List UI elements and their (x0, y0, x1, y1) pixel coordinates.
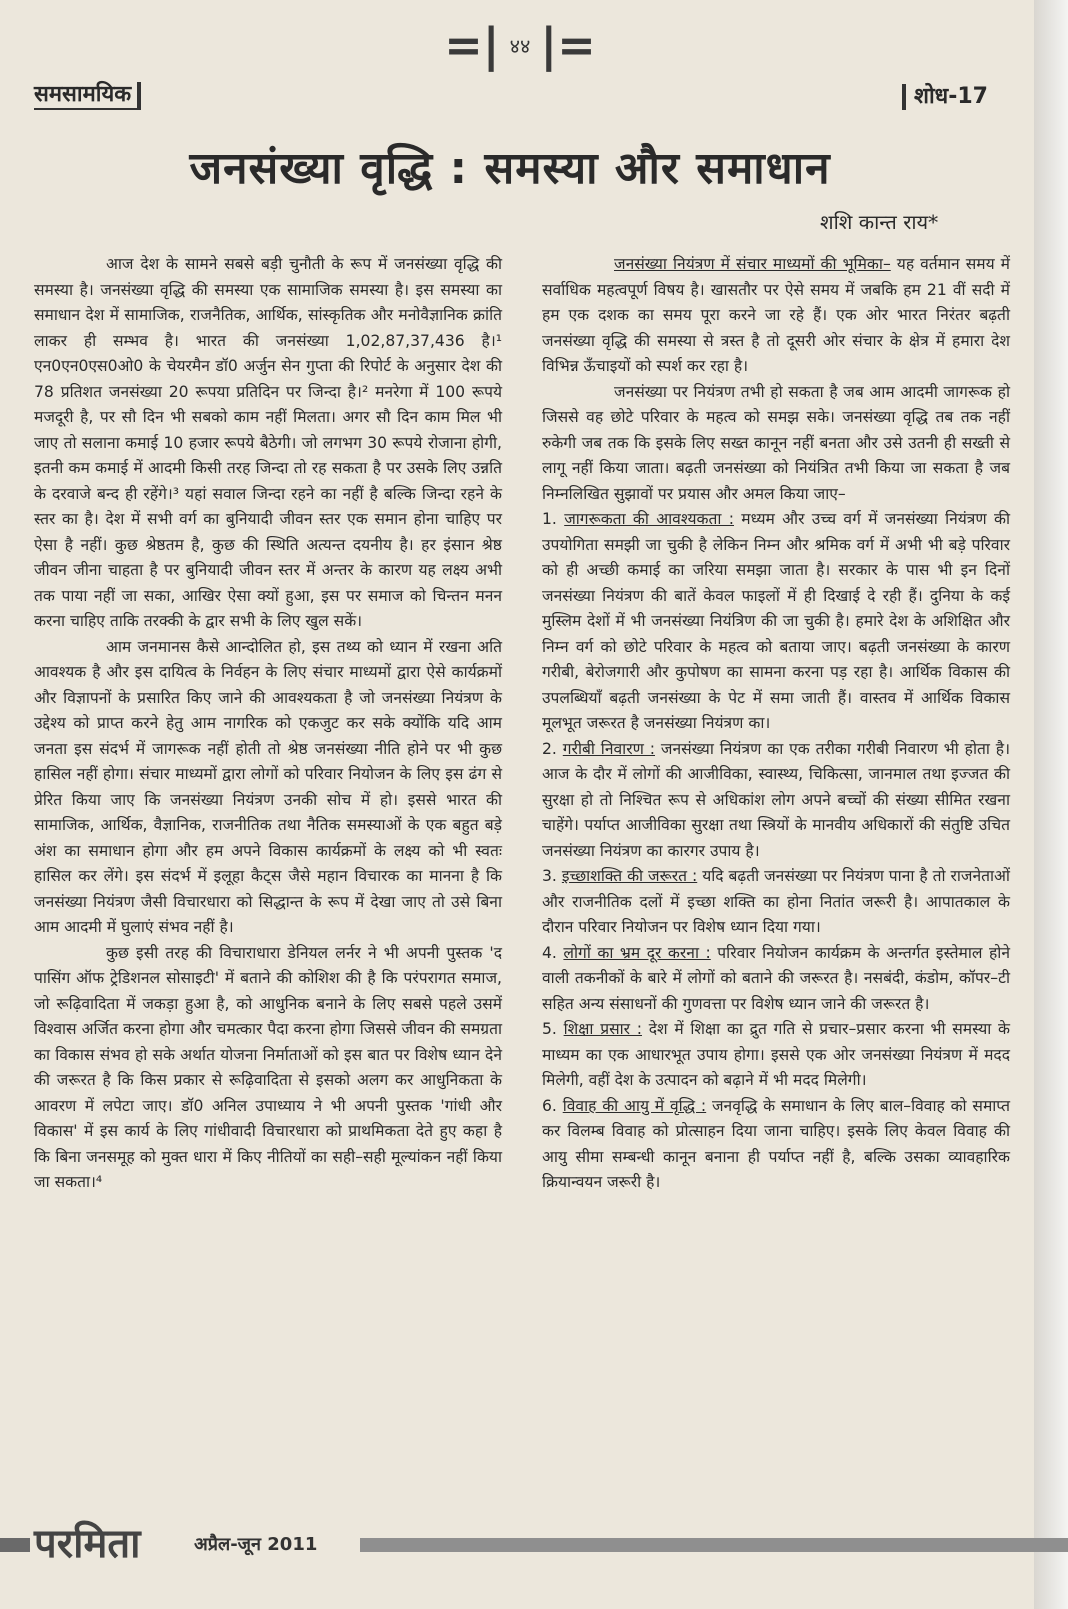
point-number: 6. (542, 1096, 557, 1115)
point-heading: गरीबी निवारण : (562, 739, 655, 758)
point-heading: जागरूकता की आवश्यकता : (564, 510, 734, 528)
article-author: शशि कान्त राय* (820, 210, 939, 234)
series-label: शोध-17 (902, 84, 988, 110)
paragraph: कुछ इसी तरह की विचाराधारा डेनियल लर्नर ने भी अपनी पुस्तक 'द पासिंग ऑफ ट्रेडिशनल सोसाइटी' में बताने की कोशिश की है कि परंपरागत समाज, जो रूढ़िवादिता में जकड़ा हुआ है, को आधुनिक बनाने के लिए सबसे पहले उसमें विश्वास अर्जित करना होगा और चमत्कार पैदा करना होगा जिससे जीवन की समग्रता का विकास संभव हो सके अर्थात योजना निर्माताओं को इस बात पर विशेष ध्यान देने की जरूरत है कि किस प्रकार से रूढ़िवादिता से इसको अलग कर आधुनिकता के आवरण में लपेटा जाए। डॉ0 अनिल उपाध्याय ने भी अपनी पुस्तक 'गांधी और विकास' में इस कार्य के लिए गांधीवादी विचारधारा को प्राथमिकता देते हुए कहा है कि बिना जनसमूह को मुक्त धारा में किए नीतियों का सही–सही मूल्यांकन नहीं किया जा सकता।⁴ (34, 943, 502, 1191)
intro-heading: जनसंख्या नियंत्रण में संचार माध्यमों की भूमिका– (614, 255, 891, 273)
point-text: देश में शिक्षा का द्रुत गति से प्रचार–प्रसार करना भी समस्या के माध्यम का एक आधारभूत उपाय होगा। इससे एक ओर जनसंख्या नियंत्रण में मदद मिलेगी, वहीं देश के उत्पादन को बढ़ाने में भी मदद मिलेगी। (542, 1020, 1010, 1089)
right-column (542, 252, 1010, 1196)
ornament-right: |= (540, 18, 596, 72)
point-text: यदि बढ़ती जनसंख्या पर नियंत्रण पाना है तो राजनेताओं और राजनीतिक दलों में इच्छा शक्ति का होना नितांत जरूरी है। आपातकाल के दौरान परिवार नियोजन पर विशेष ध्यान दिया गया। (542, 867, 1010, 936)
point-item (542, 864, 1010, 941)
point-text: मध्यम और उच्च वर्ग में जनसंख्या नियंत्रण की उपयोगिता समझी जा चुकी है लेकिन निम्न और श्रमिक वर्ग में अभी भी बड़े परिवार को ही अच्छी कमाई का जरिया समझा जाता है। सरकार के पास भी इन दिनों जनसंख्या नियंत्रण की बातें केवल फाइलों में ही दिखाई दे रही हैं। दुनिया के कई मुस्लिम देशों में भी जनसंख्या नियंत्रिण की जा चुकी है। हमारे देश के अशिक्षित और निम्न वर्ग को छोटे परिवार के महत्व को बताया जाए। बढ़ती जनसंख्या के कारण गरीबी, बेरोजगारी और कुपोषण का सामना करना पड़ रहा है। आर्थिक विकास की उपलब्धियाँ बढ़ती जनसंख्या के पेट में समा जाती हैं। वास्तव में आर्थिक विकास मूलभूत जरूरत है जनसंख्या नियंत्रण का। (542, 510, 1011, 732)
page-number-ornament (440, 18, 600, 72)
point-heading: विवाह की आयु में वृद्धि : (562, 1096, 707, 1115)
point-number: 5. (542, 1020, 557, 1038)
paragraph: आम जनमानस कैसे आन्दोलित हो, इस तथ्य को ध्यान में रखना अति आवश्यक है और इस दायित्व के निर्वहन के लिए संचार माध्यमों द्वारा ऐसे कार्यक्रमों और विज्ञापनों के प्रसारित किए जाने की आवश्यकता है जो जनसंख्या नियंत्रण के उद्देश्य को प्राप्त करने हेतु आम नागरिक को एकजुट कर सके क्योंकि यदि आम जनता इस संदर्भ में जागरूक नहीं होती तो श्रेष्ठ जनसंख्या नीति होने पर भी कुछ हासिल नहीं होगा। संचार माध्यमों द्वारा लोगों को परिवार नियोजन के लिए इस ढंग से प्रेरित किया जाए कि जनसंख्या नियंत्रण उनकी सोच में हो। इससे भारत की सामाजिक, आर्थिक, वैज्ञानिक, राजनीतिक तथा नैतिक समस्याओं के एक बहुत बड़े अंश का समाधान होगा और हम अपने विकास कार्यक्रमों के लक्ष्य को भी स्वतः हासिल कर लेंगे। इस संदर्भ में इलूहा कैट्स जैसे महान विचारक का मानना है कि जनसंख्या नियंत्रण जैसी विचारधारा को सिद्धान्त के रूप में देखा जाए तो उसे बिना आम आदमी में घुलाएं संभव नहीं है। (34, 637, 503, 936)
article-title: जनसंख्या वृद्धि : समस्या और समाधान (189, 143, 831, 194)
point-item (542, 1017, 1010, 1094)
footer-rule (0, 1538, 1068, 1552)
paragraph: आज देश के सामने सबसे बड़ी चुनौती के रूप में जनसंख्या वृद्धि की समस्या है। जनसंख्या वृद्धि की समस्या एक सामाजिक समस्या है। इस समस्या का समाधान देश में सामाजिक, राजनैतिक, आर्थिक, सांस्कृतिक और मनोवैज्ञानिक क्रांति लाकर ही सम्भव है। भारत की जनसंख्या 1,02,87,37,436 है।¹ एन0एन0एस0ओ0 के चेयरमैन डॉ0 अर्जुन सेन गुप्ता की रिपोर्ट के अनुसार देश की 78 प्रतिशत जनसंख्या 20 रूपया प्रतिदिन पर जिन्दा है।² मनरेगा में 100 रूपये मजदूरी है, पर सौ दिन भी सबको काम नहीं मिलता। अगर सौ दिन काम मिल भी जाए तो सलाना कमाई 10 हजार रूपये बैठेगी। जो लगभग 30 रूपये रोजाना होगी, इतनी कम कमाई में आदमी किसी तरह जिन्दा तो रह सकता है पर उसके लिए उन्नति के दरवाजे बन्द ही रहेंगे।³ यहां सवाल जिन्दा रहने का नहीं है बल्कि जिन्दा रहने के स्तर का है। देश में सभी वर्ग का बुनियादी जीवन स्तर एक समान होना चाहिए पर ऐसा है नहीं। कुछ श्रेष्ठतम है, कुछ की स्थिति अत्यन्त दयनीय है। हर इंसान श्रेष्ठ जीवन जीना चाहता है पर बुनियादी जीवन स्तर में अन्तर के कारण यह लक्ष्य अभी तक पाया नहीं जा सका, आखिर ऐसा क्यों हुआ, इस पर समाज को चिन्तन मनन करना चाहिए ताकि तरक्की के द्वार सभी के लिए खुल सकें। (34, 255, 502, 630)
section-label: समसामयिक (34, 82, 141, 110)
point-text: जनवृद्धि के समाधान के लिए बाल–विवाह को समाप्त कर विलम्ब विवाह को प्रोत्साहन दिया जाना चाहिए। इसके लिए केवल विवाह की आयु सीमा सम्बन्धी कानून बनाना ही पर्याप्त नहीं है, बल्कि उसका व्यावहारिक क्रियान्वयन जरूरी है। (542, 1096, 1010, 1191)
point-item (542, 737, 1010, 865)
footer-rule-left (0, 1538, 30, 1552)
point-item (542, 1094, 1010, 1196)
point-heading: इच्छाशक्ति की जरूरत : (561, 867, 698, 885)
point-heading: लोगों का भ्रम दूर करना : (563, 943, 711, 962)
point-number: 1. (542, 510, 557, 528)
point-text: परिवार नियोजन कार्यक्रम के अन्तर्गत इस्तेमाल होने वाली तकनीकों के बारे में लोगों को बताने की जरूरत है। नसबंदी, कंडोम, कॉपर–टी सहित अन्य संसाधनों की गुणवत्ता पर विशेष ध्यान जाने की जरूरत है। (542, 943, 1010, 1013)
intro-paragraph (542, 252, 1010, 380)
ornament-left: =| (444, 18, 500, 72)
magazine-logo: परमिता (34, 1521, 141, 1567)
page-edge (1034, 0, 1068, 1609)
point-number: 4. (542, 943, 557, 962)
point-number: 3. (542, 867, 557, 885)
page-number: ४४ (509, 33, 531, 58)
footer-rule-right (360, 1538, 1068, 1552)
intro-text: यह वर्तमान समय में सर्वाधिक महत्वपूर्ण विषय है। खासतौर पर ऐसे समय में जबकि हम 21 वीं सदी में हम एक दशक का समय पूरा करने जा रहे हैं। एक ओर भारत निरंतर बढ़ती जनसंख्या वृद्धि की समस्या से त्रस्त है तो दूसरी ओर संचार के क्षेत्र में हमारा देश विभिन्न ऊँचाइयों को स्पर्श कर रहा है। (542, 255, 1011, 375)
issue-date: अप्रैल-जून 2011 (194, 1534, 318, 1555)
point-text: जनसंख्या नियंत्रण का एक तरीका गरीबी निवारण भी होता है। आज के दौर में लोगों की आजीविका, स्वास्थ्य, चिकित्सा, जानमाल तथा इज्जत की सुरक्षा हो तो निश्चित रूप से अधिकांश लोग अपने बच्चों की संख्या सीमित रखना चाहेंगे। पर्याप्त आजीविका सुरक्षा तथा स्त्रियों के मानवीय अधिकारों की संतुष्टि उचित जनसंख्या नियंत्रण का कारगर उपाय है। (542, 739, 1010, 860)
point-number: 2. (542, 739, 557, 758)
point-item (542, 941, 1010, 1018)
point-heading: शिक्षा प्रसार : (563, 1020, 642, 1038)
point-item (542, 507, 1010, 737)
left-column (34, 252, 502, 1196)
paragraph: जनसंख्या पर नियंत्रण तभी हो सकता है जब आम आदमी जागरूक हो जिससे वह छोटे परिवार के महत्व को समझ सके। जनसंख्या वृद्धि तब तक नहीं रुकेगी जब तक कि इसके लिए सख्त कानून नहीं बनता और उसे उतनी ही सख्ती से लागू नहीं किया जाता। बढ़ती जनसंख्या को नियंत्रित तभी किया जा सकता है जब निम्नलिखित सुझावों पर प्रयास और अमल किया जाए– (542, 382, 1010, 503)
